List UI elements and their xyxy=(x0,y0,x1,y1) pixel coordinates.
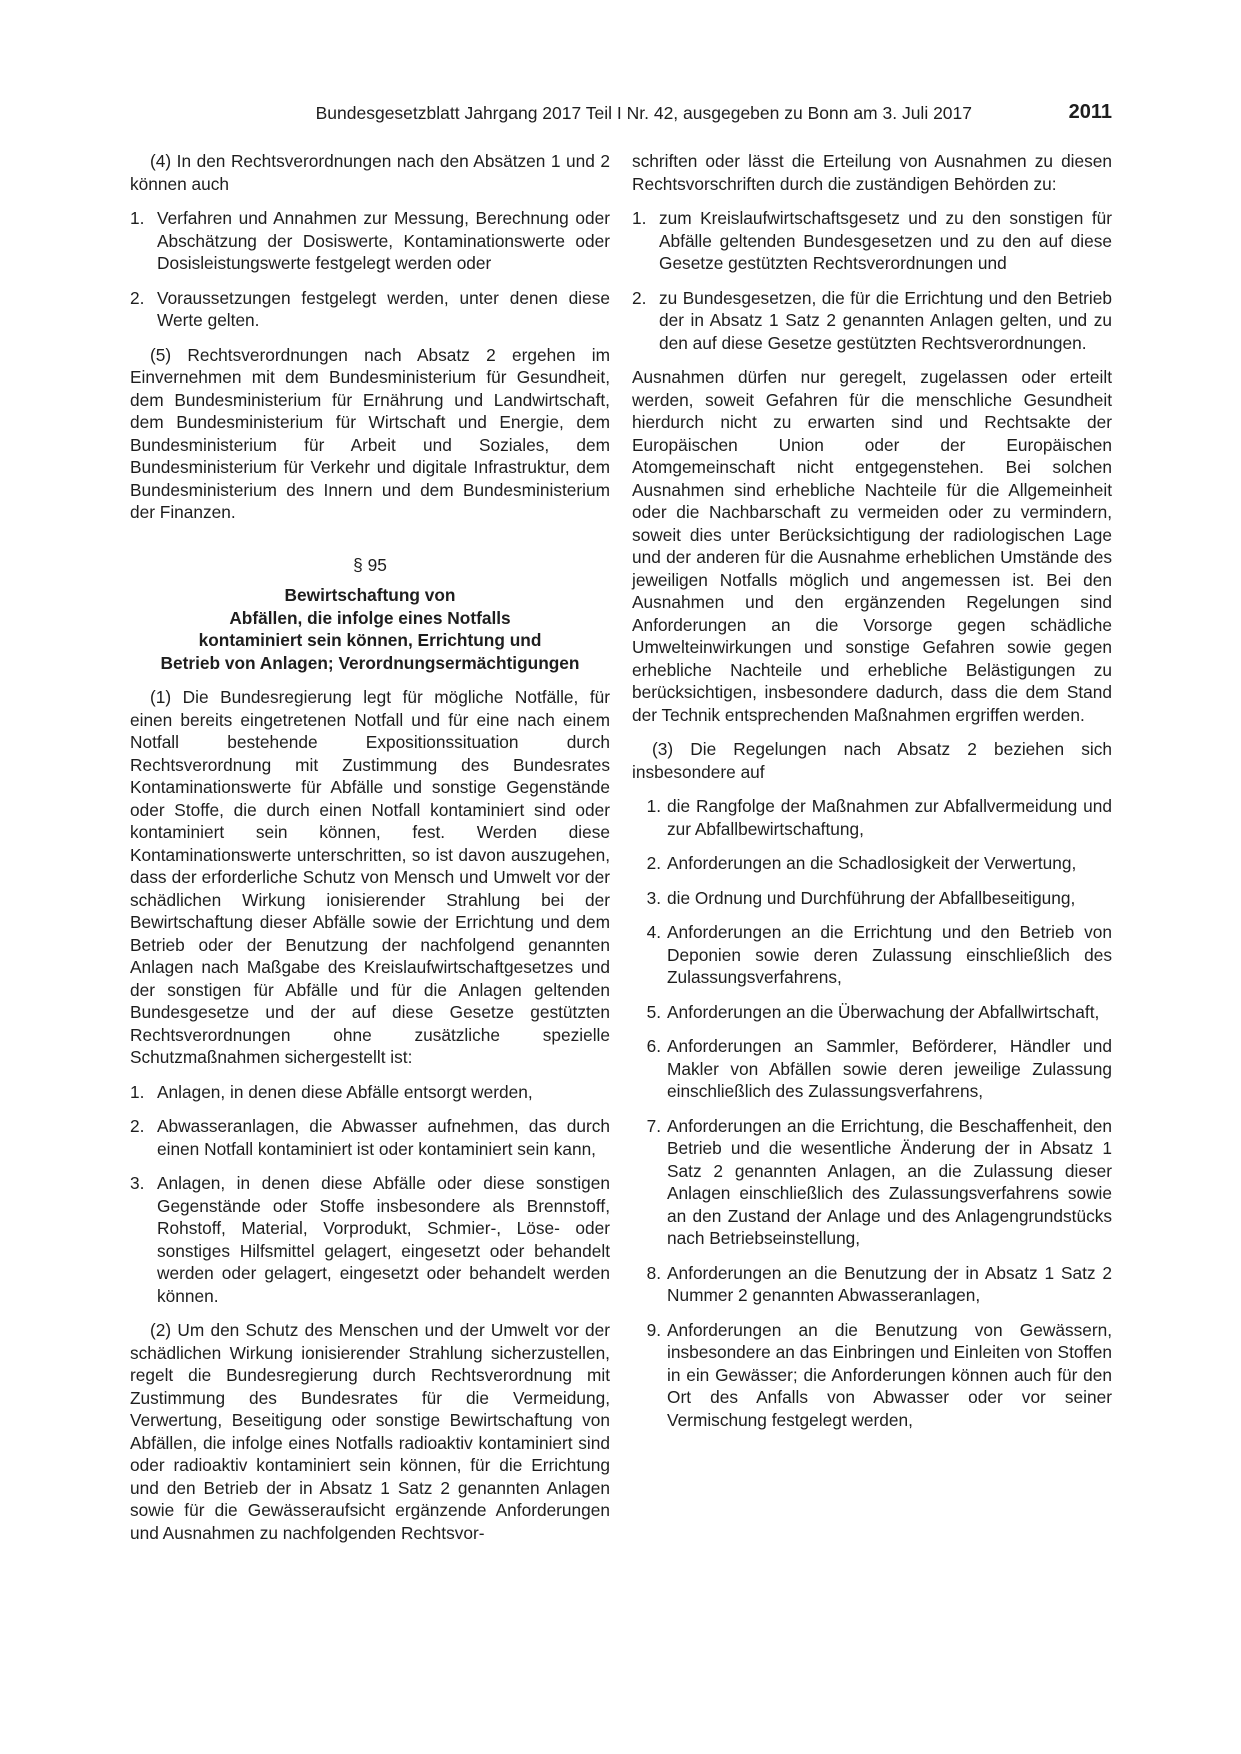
list-item: 1. Anlagen, in denen diese Abfälle entsorgt werden, xyxy=(130,1081,533,1102)
list-item: 1. Verfahren und Annahmen zur Messung, Berechnung oder Abschätzung der Dosiswerte, Kontaminationswerte oder Dosisleistungswerte festgelegt werden oder xyxy=(130,208,610,273)
paragraph-3: (3) Die Regelungen nach Absatz 2 beziehen sich insbesondere auf xyxy=(632,739,1112,782)
list-item: 7. Anforderungen an die Errichtung, die Beschaffenheit, den Betrieb und die wesentliche Änderung der in Absatz 1 Satz 2 genannten Anlagen, an die Zulassung dieser Anlagen einschließlich des Zulassungsverfahrens sowie an den Zustand der Anlage und des Anlagengrundstücks nach Betriebseinstellung, xyxy=(646,1115,1112,1248)
right-column xyxy=(632,150,1112,1431)
paragraph-ausnahmen: Ausnahmen dürfen nur geregelt, zugelassen oder erteilt werden, soweit Gefahren für die menschliche Gesundheit hierdurch nicht zu erwarten sind und Rechtsakte der Europäischen Union oder der Europäischen Atomgemeinschaft nicht entgegenstehen. Bei solchen Ausnahmen sind erhebliche Nachteile für die Allgemeinheit oder die Nachbarschaft zu vermeiden oder zu vermindern, soweit dies unter Berücksichtigung der radiologischen Lage und der anderen für die Ausnahme erheblichen Umstände des jeweiligen Notfalls möglich und angemessen ist. Bei den Ausnahmen und den ergänzenden Regelungen sind Anforderungen an die Vorsorge gegen schädliche Umwelteinwirkungen und sonstige Gefahren sowie gegen erhebliche Nachteile und erhebliche Belästigungen zu berücksichtigen, insbesondere dadurch, dass die dem Stand der Technik entsprechenden Maßnahmen ergriffen werden. xyxy=(632,367,1112,725)
list-item: 5. Anforderungen an die Überwachung der Abfallwirtschaft, xyxy=(646,1001,1100,1022)
section-title: Bewirtschaftung von Abfällen, die infolge eines Notfalls kontaminiert sein können, Errichtung und Betrieb von Anlagen; Verordnungsermächtigungen xyxy=(160,585,580,673)
list-item: 1. zum Kreislaufwirtschaftsgesetz und zu den sonstigen für Abfälle geltenden Bundesgesetzen und zu den auf diese Gesetze gestützten Rechtsverordnungen und xyxy=(632,208,1112,273)
section-number: § 95 xyxy=(353,554,387,575)
list-item: 9. Anforderungen an die Benutzung von Gewässern, insbesondere an das Einbringen und Einleiten von Stoffen in ein Gewässer; die Anforderungen können auch für den Ort des Anfalls von Abwasser oder vor seiner Vermischung festgelegt werden, xyxy=(646,1319,1112,1430)
left-column xyxy=(130,150,610,1544)
paragraph-2: (2) Um den Schutz des Menschen und der Umwelt vor der schädlichen Wirkung ionisierender Strahlung sicherzustellen, regelt die Bundesregierung durch Rechtsverordnung mit Zustimmung des Bundesrates für die Vermeidung, Verwertung, Beseitigung oder sonstige Bewirtschaftung von Abfällen, die infolge eines Notfalls radioaktiv kontaminiert sind oder radioaktiv kontaminiert sein können, für die Errichtung und den Betrieb der in Absatz 1 Satz 2 genannten Anlagen sowie für die Gewässeraufsicht ergänzende Anforderungen und Ausnahmen zu nachfolgenden Rechtsvor- xyxy=(130,1320,610,1543)
paragraph-4-intro: (4) In den Rechtsverordnungen nach den Absätzen 1 und 2 können auch xyxy=(130,151,610,194)
list-item: 8. Anforderungen an die Benutzung der in Absatz 1 Satz 2 Nummer 2 genannten Abwasseranlagen, xyxy=(646,1262,1112,1305)
list-item: 6. Anforderungen an Sammler, Beförderer, Händler und Makler von Abfällen sowie deren jeweilige Zulassung einschließlich des Zulassungsverfahrens, xyxy=(646,1036,1112,1101)
header-text: Bundesgesetzblatt Jahrgang 2017 Teil I Nr. 42, ausgegeben zu Bonn am 3. Juli 2017 xyxy=(315,103,972,123)
paragraph-5: (5) Rechtsverordnungen nach Absatz 2 ergehen im Einvernehmen mit dem Bundesministerium für Gesundheit, dem Bundesministerium für Ernährung und Landwirtschaft, dem Bundesministerium für Wirtschaft und Energie, dem Bundesministerium für Arbeit und Soziales, dem Bundesministerium für Verkehr und digitale Infrastruktur, dem Bundesministerium des Innern und dem Bundesministerium der Finanzen. xyxy=(130,344,610,522)
list-item: 2. Voraussetzungen festgelegt werden, unter denen diese Werte gelten. xyxy=(130,287,610,330)
page-number: 2011 xyxy=(1068,101,1112,123)
list-item: 2. Anforderungen an die Schadlosigkeit der Verwertung, xyxy=(646,853,1077,873)
list-item: 1. die Rangfolge der Maßnahmen zur Abfallvermeidung und zur Abfallbewirtschaftung, xyxy=(646,796,1112,839)
paragraph-1: (1) Die Bundesregierung legt für mögliche Notfälle, für einen bereits eingetretenen Notfall und für eine nach einem Notfall bestehende Expositionssituation durch Rechtsverordnung mit Zustimmung des Bundesrates Kontaminationswerte für Abfälle und sonstige Gegenstände oder Stoffe, die durch einen Notfall kontaminiert sind oder kontaminiert sein können, fest. Werden diese Kontaminationswerte unterschritten, so ist davon auszugehen, dass der erforderliche Schutz von Mensch und Umwelt vor der schädlichen Wirkung ionisierender Strahlung bei der Bewirtschaftung dieser Abfälle sowie der Errichtung und dem Betrieb oder der Benutzung der nachfolgend genannten Anlagen nach Maßgabe des Kreislaufwirtschaftgesetzes und der sonstigen für Abfälle und für die Anlagen geltenden Bundesgesetze und der auf diese Gesetze gestützten Rechtsverordnungen ohne zusätzliche spezielle Schutzmaßnahmen sichergestellt ist: xyxy=(130,687,610,1067)
list-item: 3. Anlagen, in denen diese Abfälle oder diese sonstigen Gegenstände oder Stoffe insbesondere als Brennstoff, Rohstoff, Material, Vorprodukt, Schmier-, Löse- oder sonstiges Hilfsmittel gelagert, eingesetzt oder behandelt werden oder gelagert, eingesetzt oder behandelt werden können. xyxy=(130,1173,610,1306)
list-item: 3. die Ordnung und Durchführung der Abfallbeseitigung, xyxy=(646,887,1076,908)
page-header xyxy=(130,102,1112,132)
list-item: 4. Anforderungen an die Errichtung und den Betrieb von Deponien sowie deren Zulassung einschließlich des Zulassungsverfahrens, xyxy=(646,922,1112,987)
paragraph-2-continued: schriften oder lässt die Erteilung von Ausnahmen zu diesen Rechtsvorschriften durch die zuständigen Behörden zu: xyxy=(632,151,1112,194)
list-item: 2. Abwasseranlagen, die Abwasser aufnehmen, das durch einen Notfall kontaminiert ist oder kontaminiert sein kann, xyxy=(130,1116,610,1159)
list-item: 2. zu Bundesgesetzen, die für die Errichtung und den Betrieb der in Absatz 1 Satz 2 genannten Anlagen gelten, und zu den auf diese Gesetze gestützten Rechtsverordnungen. xyxy=(632,287,1112,353)
